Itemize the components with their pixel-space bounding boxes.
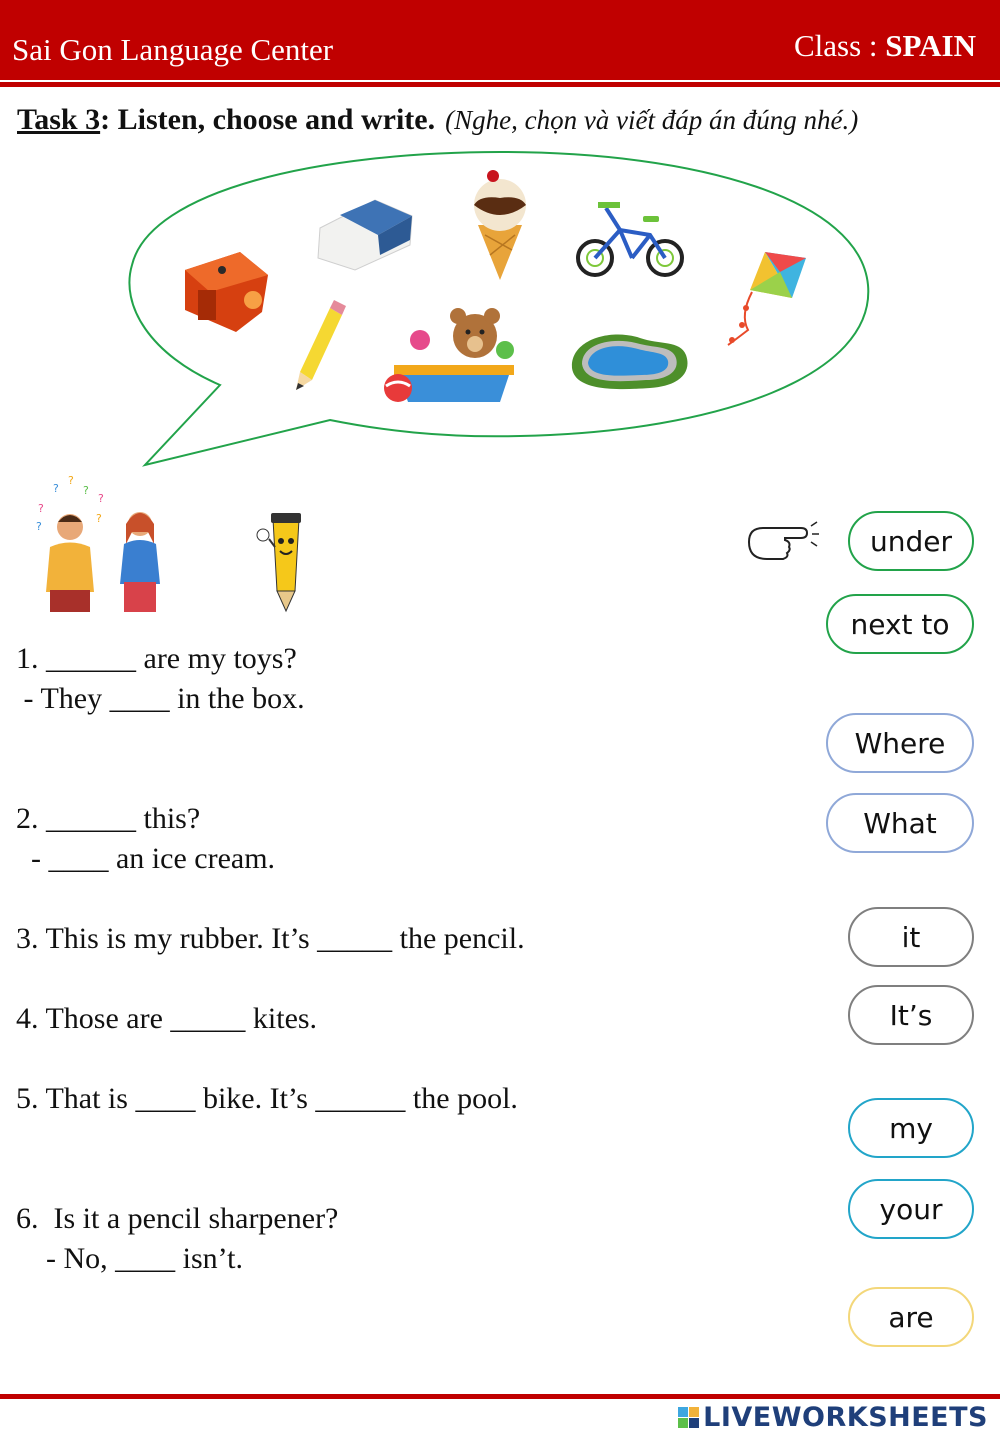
word-chip-under[interactable]: under [848,511,974,571]
task-instruction: (Nghe, chọn và viết đáp án đúng nhé.) [445,105,859,135]
question-5: 5. That is ____ bike. It’s ______ the pool. [16,1082,518,1115]
task-title [17,103,858,137]
word-chip-your[interactable]: your [848,1179,974,1239]
question-6-line-1: 6. Is it a pencil sharpener? [16,1202,339,1235]
liveworksheets-logo [678,1402,988,1433]
svg-text:?: ? [53,482,59,495]
word-chip-are[interactable]: are [848,1287,974,1347]
svg-text:?: ? [98,492,104,505]
word-chip-my[interactable]: my [848,1098,974,1158]
center-name: Sai Gon Language Center [12,32,334,67]
question-4: 4. Those are _____ kites. [16,1002,318,1035]
svg-text:?: ? [38,502,44,515]
logo-text: LIVEWORKSHEETS [703,1402,988,1433]
svg-text:?: ? [96,512,102,525]
word-chip-next-to[interactable]: next to [826,594,974,654]
word-chip-where[interactable]: Where [826,713,974,773]
question-1-line-1: 1. ______ are my toys? [16,642,297,675]
question-6-line-2: - No, ____ isn’t. [16,1242,243,1275]
svg-text:?: ? [36,520,42,533]
svg-text:?: ? [68,474,74,487]
question-2-line-2: - ____ an ice cream. [16,842,276,875]
picture-bubble [0,140,1000,480]
class-prefix: Class : [793,28,886,63]
word-chip-what[interactable]: What [826,793,974,853]
task-label: Task 3 [17,103,101,136]
question-2-line-1: 2. ______ this? [16,802,201,835]
pen-mascot-icon [255,505,315,615]
word-chip-its[interactable]: It’s [848,985,974,1045]
pointing-hand-icon [745,518,821,568]
question-3: 3. This is my rubber. It’s _____ the pencil. [16,922,525,955]
task-heading: : Listen, choose and write. [100,103,436,136]
svg-text:?: ? [83,484,89,497]
thinking-people-icon [28,472,168,617]
footer-divider [0,1394,1000,1399]
question-1-line-2: - They ____ in the box. [16,682,305,715]
liveworksheets-logo-icon [678,1405,700,1431]
header-divider [0,82,1000,87]
class-label [794,28,976,64]
word-chip-it[interactable]: it [848,907,974,967]
class-name: SPAIN [885,28,976,63]
